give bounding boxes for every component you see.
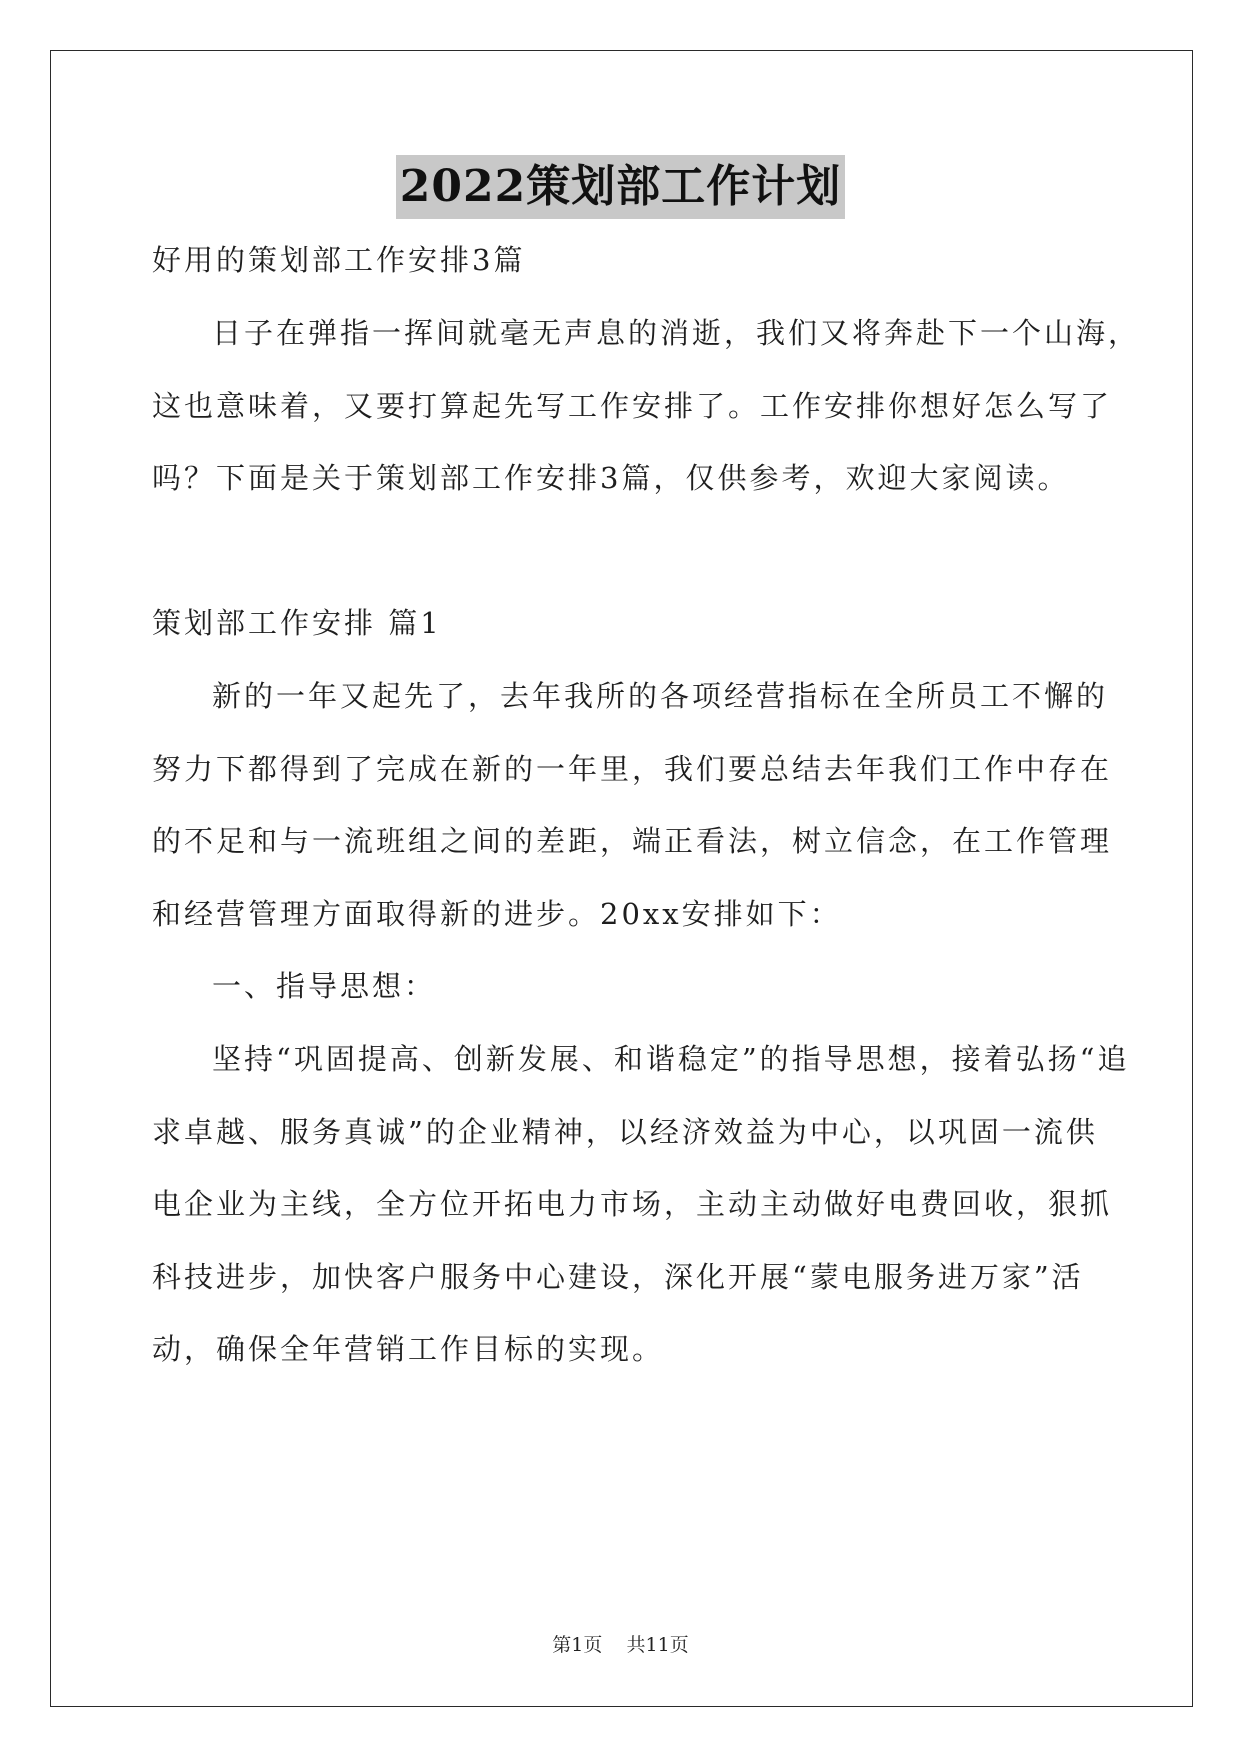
section-heading: 策划部工作安排 篇1: [152, 606, 442, 640]
paragraph-line: 电企业为主线，全方位开拓电力市场，主动主动做好电费回收，狠抓: [152, 1187, 1113, 1221]
paragraph-line: 坚持“巩固提高、创新发展、和谐稳定”的指导思想，接着弘扬“追: [212, 1042, 1130, 1076]
paragraph-line: 新的一年又起先了，去年我所的各项经营指标在全所员工不懈的: [212, 679, 1109, 713]
subheading-guiding-thought: 一、指导思想：: [212, 969, 437, 1003]
intro-line-1: 日子在弹指一挥间就毫无声息的消逝，我们又将奔赴下一个山海，: [212, 316, 1141, 350]
subtitle: 好用的策划部工作安排3篇: [152, 243, 526, 277]
paragraph-line: 和经营管理方面取得新的进步。20xx安排如下：: [152, 897, 842, 931]
page-border: [50, 50, 1193, 1707]
paragraph-line: 求卓越、服务真诚”的企业精神，以经济效益为中心，以巩固一流供: [152, 1115, 1098, 1149]
intro-line-3: 吗？下面是关于策划部工作安排3篇，仅供参考，欢迎大家阅读。: [152, 461, 1070, 495]
paragraph-line: 努力下都得到了完成在新的一年里，我们要总结去年我们工作中存在: [152, 752, 1113, 786]
page-number-footer: 第1页 共11页: [552, 1634, 689, 1656]
paragraph-line: 的不足和与一流班组之间的差距，端正看法，树立信念，在工作管理: [152, 824, 1113, 858]
paragraph-line: 科技进步，加快客户服务中心建设，深化开展“蒙电服务进万家”活: [152, 1260, 1084, 1294]
intro-line-2: 这也意味着，又要打算起先写工作安排了。工作安排你想好怎么写了: [152, 389, 1113, 423]
paragraph-line: 动，确保全年营销工作目标的实现。: [152, 1332, 665, 1366]
document-title: 2022策划部工作计划: [396, 155, 845, 219]
title-container: [0, 155, 1241, 219]
